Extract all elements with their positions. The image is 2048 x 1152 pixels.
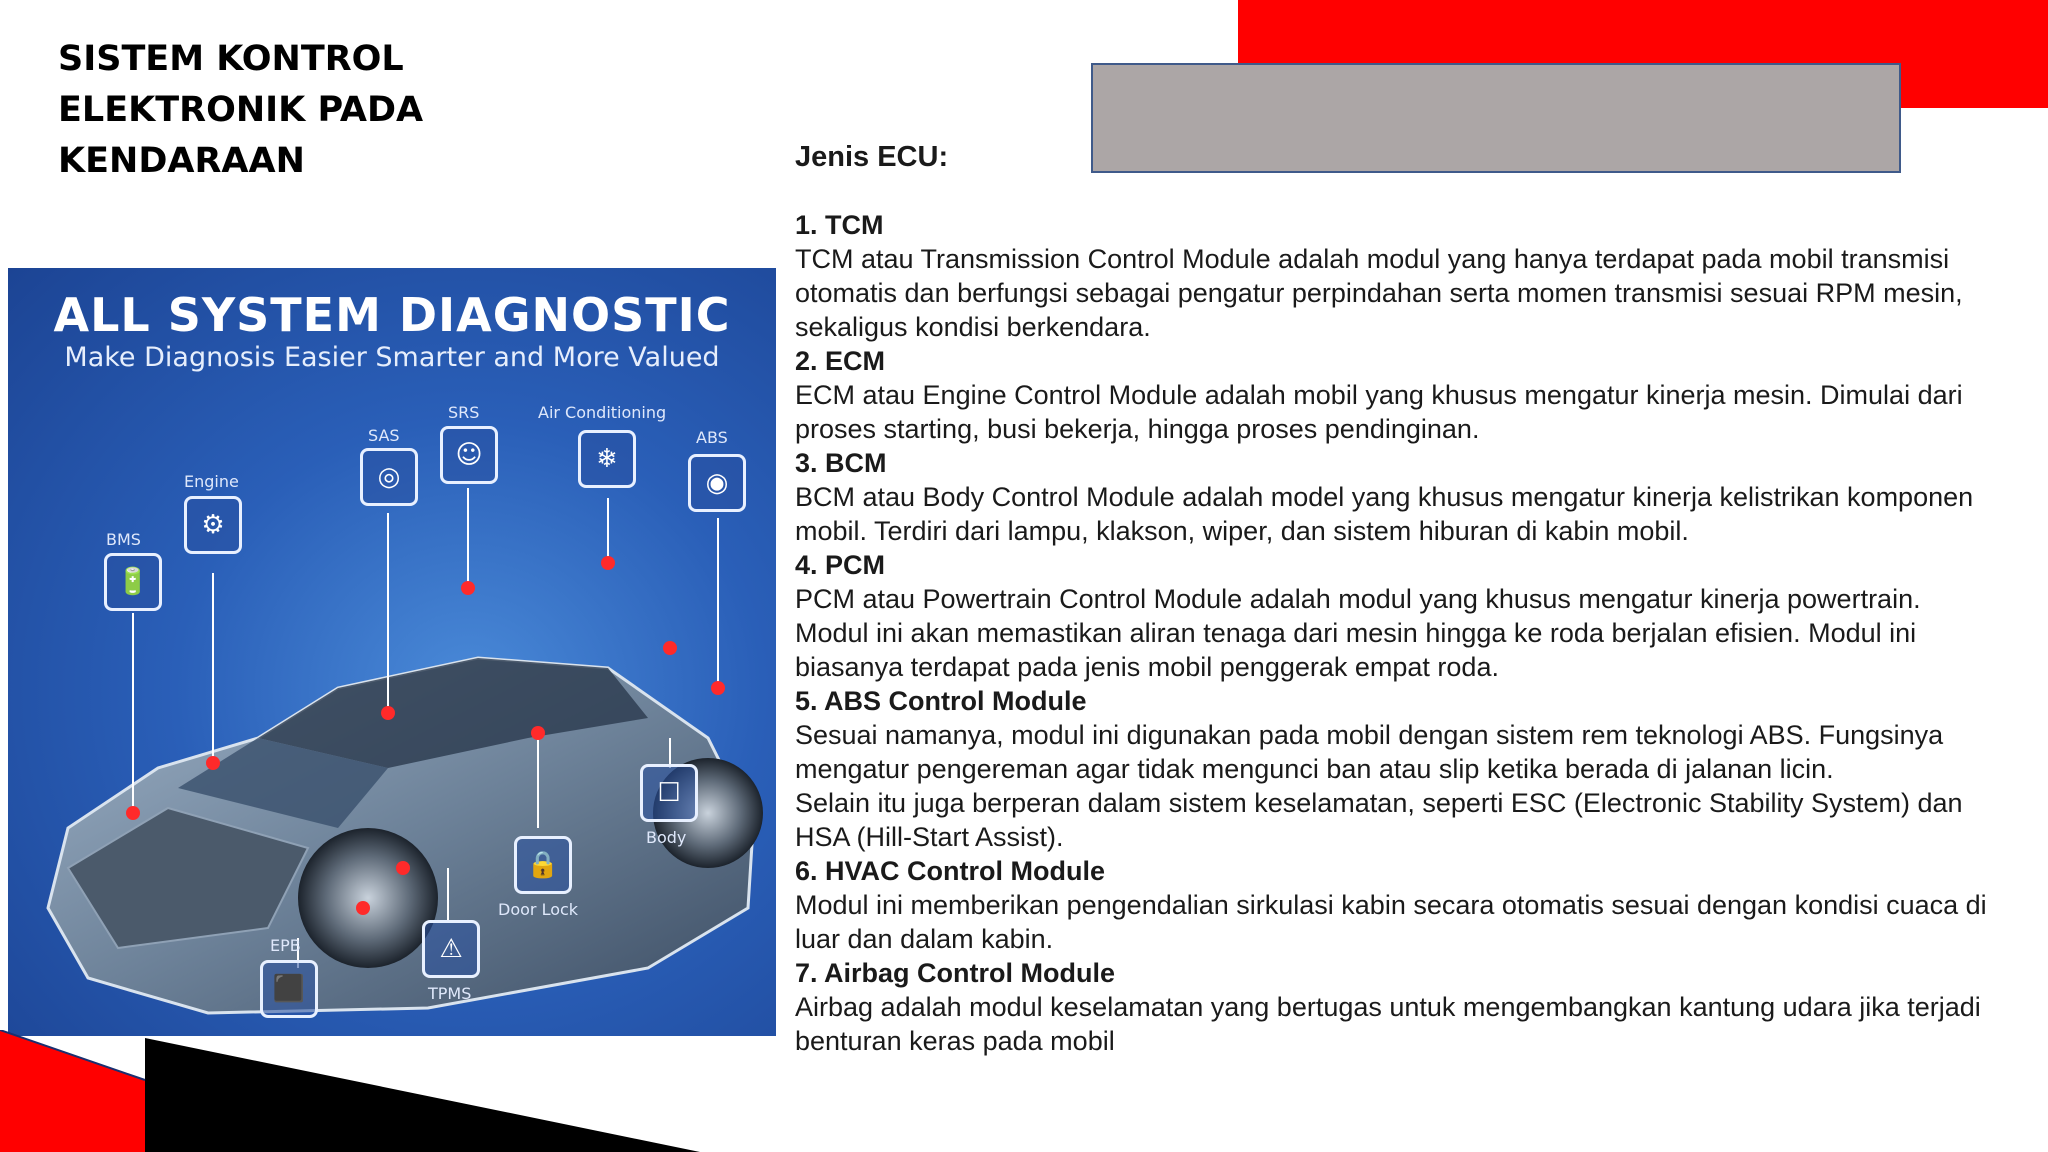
ecu-item-description: PCM atau Powertrain Control Module adalah modul yang khusus mengatur kinerja powertrain. Modul ini akan memastikan aliran tenaga dari mesin hingga ke roda berjalan efisien. Modul ini biasanya terdapat pada jenis mobil penggerak empat roda. [795, 584, 1921, 682]
ecu-list [795, 208, 1995, 1058]
ecu-item-description: TCM atau Transmission Control Module adalah modul yang hanya terdapat pada mobil transmisi otomatis dan berfungsi sebagai pengatur perpindahan serta momen transmisi sesuai RPM mesin, sekaligus kondisi berkendara. [795, 244, 1963, 342]
promo-subtitle: Make Diagnosis Easier Smarter and More Valued [64, 342, 720, 373]
ecu-item-title: 4. PCM [795, 550, 886, 580]
system-label-abs: ABS [696, 428, 728, 447]
bottom-left-decoration [0, 1030, 720, 1152]
system-label-door-lock: Door Lock [498, 900, 579, 919]
black-wedge [145, 1038, 700, 1152]
parking-brake-icon: ⬛ [260, 960, 318, 1018]
ecu-item-title: 1. TCM [795, 210, 884, 240]
ecu-item-description: Selain itu juga berperan dalam sistem keselamatan, seperti ESC (Electronic Stability System) dan HSA (Hill-Start Assist). [795, 788, 1963, 852]
steering-wheel-icon: ◎ [360, 448, 418, 506]
ecu-item-description: BCM atau Body Control Module adalah model yang khusus mengatur kinerja kelistrikan komponen mobil. Terdiri dari lampu, klakson, wiper, dan sistem hiburan di kabin mobil. [795, 482, 1974, 546]
abs-icon: ◉ [688, 454, 746, 512]
slide-title-line-3: KENDARAAN [58, 141, 305, 181]
ecu-item-description: Sesuai namanya, modul ini digunakan pada mobil dengan sistem rem teknologi ABS. Fungsinya mengatur pengereman agar tidak mengunci ban atau slip ketika berada di jalanan licin. [795, 720, 1944, 784]
system-label-sas: SAS [368, 426, 400, 445]
airbag-icon: ☺ [440, 426, 498, 484]
door-lock-icon: 🔒 [514, 836, 572, 894]
red-triangle [0, 1030, 145, 1152]
air-conditioning-icon: ❄ [578, 430, 636, 488]
system-label-body: Body [646, 828, 687, 847]
diagnostic-promo-image [8, 268, 776, 1036]
system-label-engine: Engine [184, 472, 239, 491]
front-wheel [298, 828, 438, 968]
promo-title: ALL SYSTEM DIAGNOSTIC [53, 288, 731, 342]
system-label-bms: BMS [106, 530, 141, 549]
engine-icon: ⚙ [184, 496, 242, 554]
slide-title-line-2: ELEKTRONIK PADA [58, 90, 424, 130]
ecu-item-description: Airbag adalah modul keselamatan yang bertugas untuk mengembangkan kantung udara jika terjadi benturan keras pada mobil [795, 992, 1981, 1056]
ecu-item-title: 2. ECM [795, 346, 886, 376]
system-label-srs: SRS [448, 403, 480, 422]
system-label-air-conditioning: Air Conditioning [538, 403, 667, 422]
ecu-content [795, 140, 1995, 1058]
ecu-item-title: 3. BCM [795, 448, 887, 478]
car-illustration [8, 268, 776, 1036]
slide-title [58, 34, 618, 187]
slide-title-line-1: SISTEM KONTROL [58, 39, 404, 79]
ecu-item-title: 5. ABS Control Module [795, 686, 1087, 716]
ecu-item-title: 7. Airbag Control Module [795, 958, 1115, 988]
system-label-tpms: TPMS [428, 984, 472, 1003]
tire-pressure-icon: ⚠ [422, 920, 480, 978]
battery-icon: 🔋 [104, 553, 162, 611]
ecu-item-title: 6. HVAC Control Module [795, 856, 1105, 886]
body-icon: ☐ [640, 764, 698, 822]
content-heading: Jenis ECU: [795, 141, 949, 173]
system-label-epb: EPB [270, 936, 301, 955]
ecu-item-description: ECM atau Engine Control Module adalah mobil yang khusus mengatur kinerja mesin. Dimulai dari proses starting, busi bekerja, hingga proses pendinginan. [795, 380, 1963, 444]
ecu-item-description: Modul ini memberikan pengendalian sirkulasi kabin secara otomatis sesuai dengan kondisi cuaca di luar dan dalam kabin. [795, 890, 1987, 954]
